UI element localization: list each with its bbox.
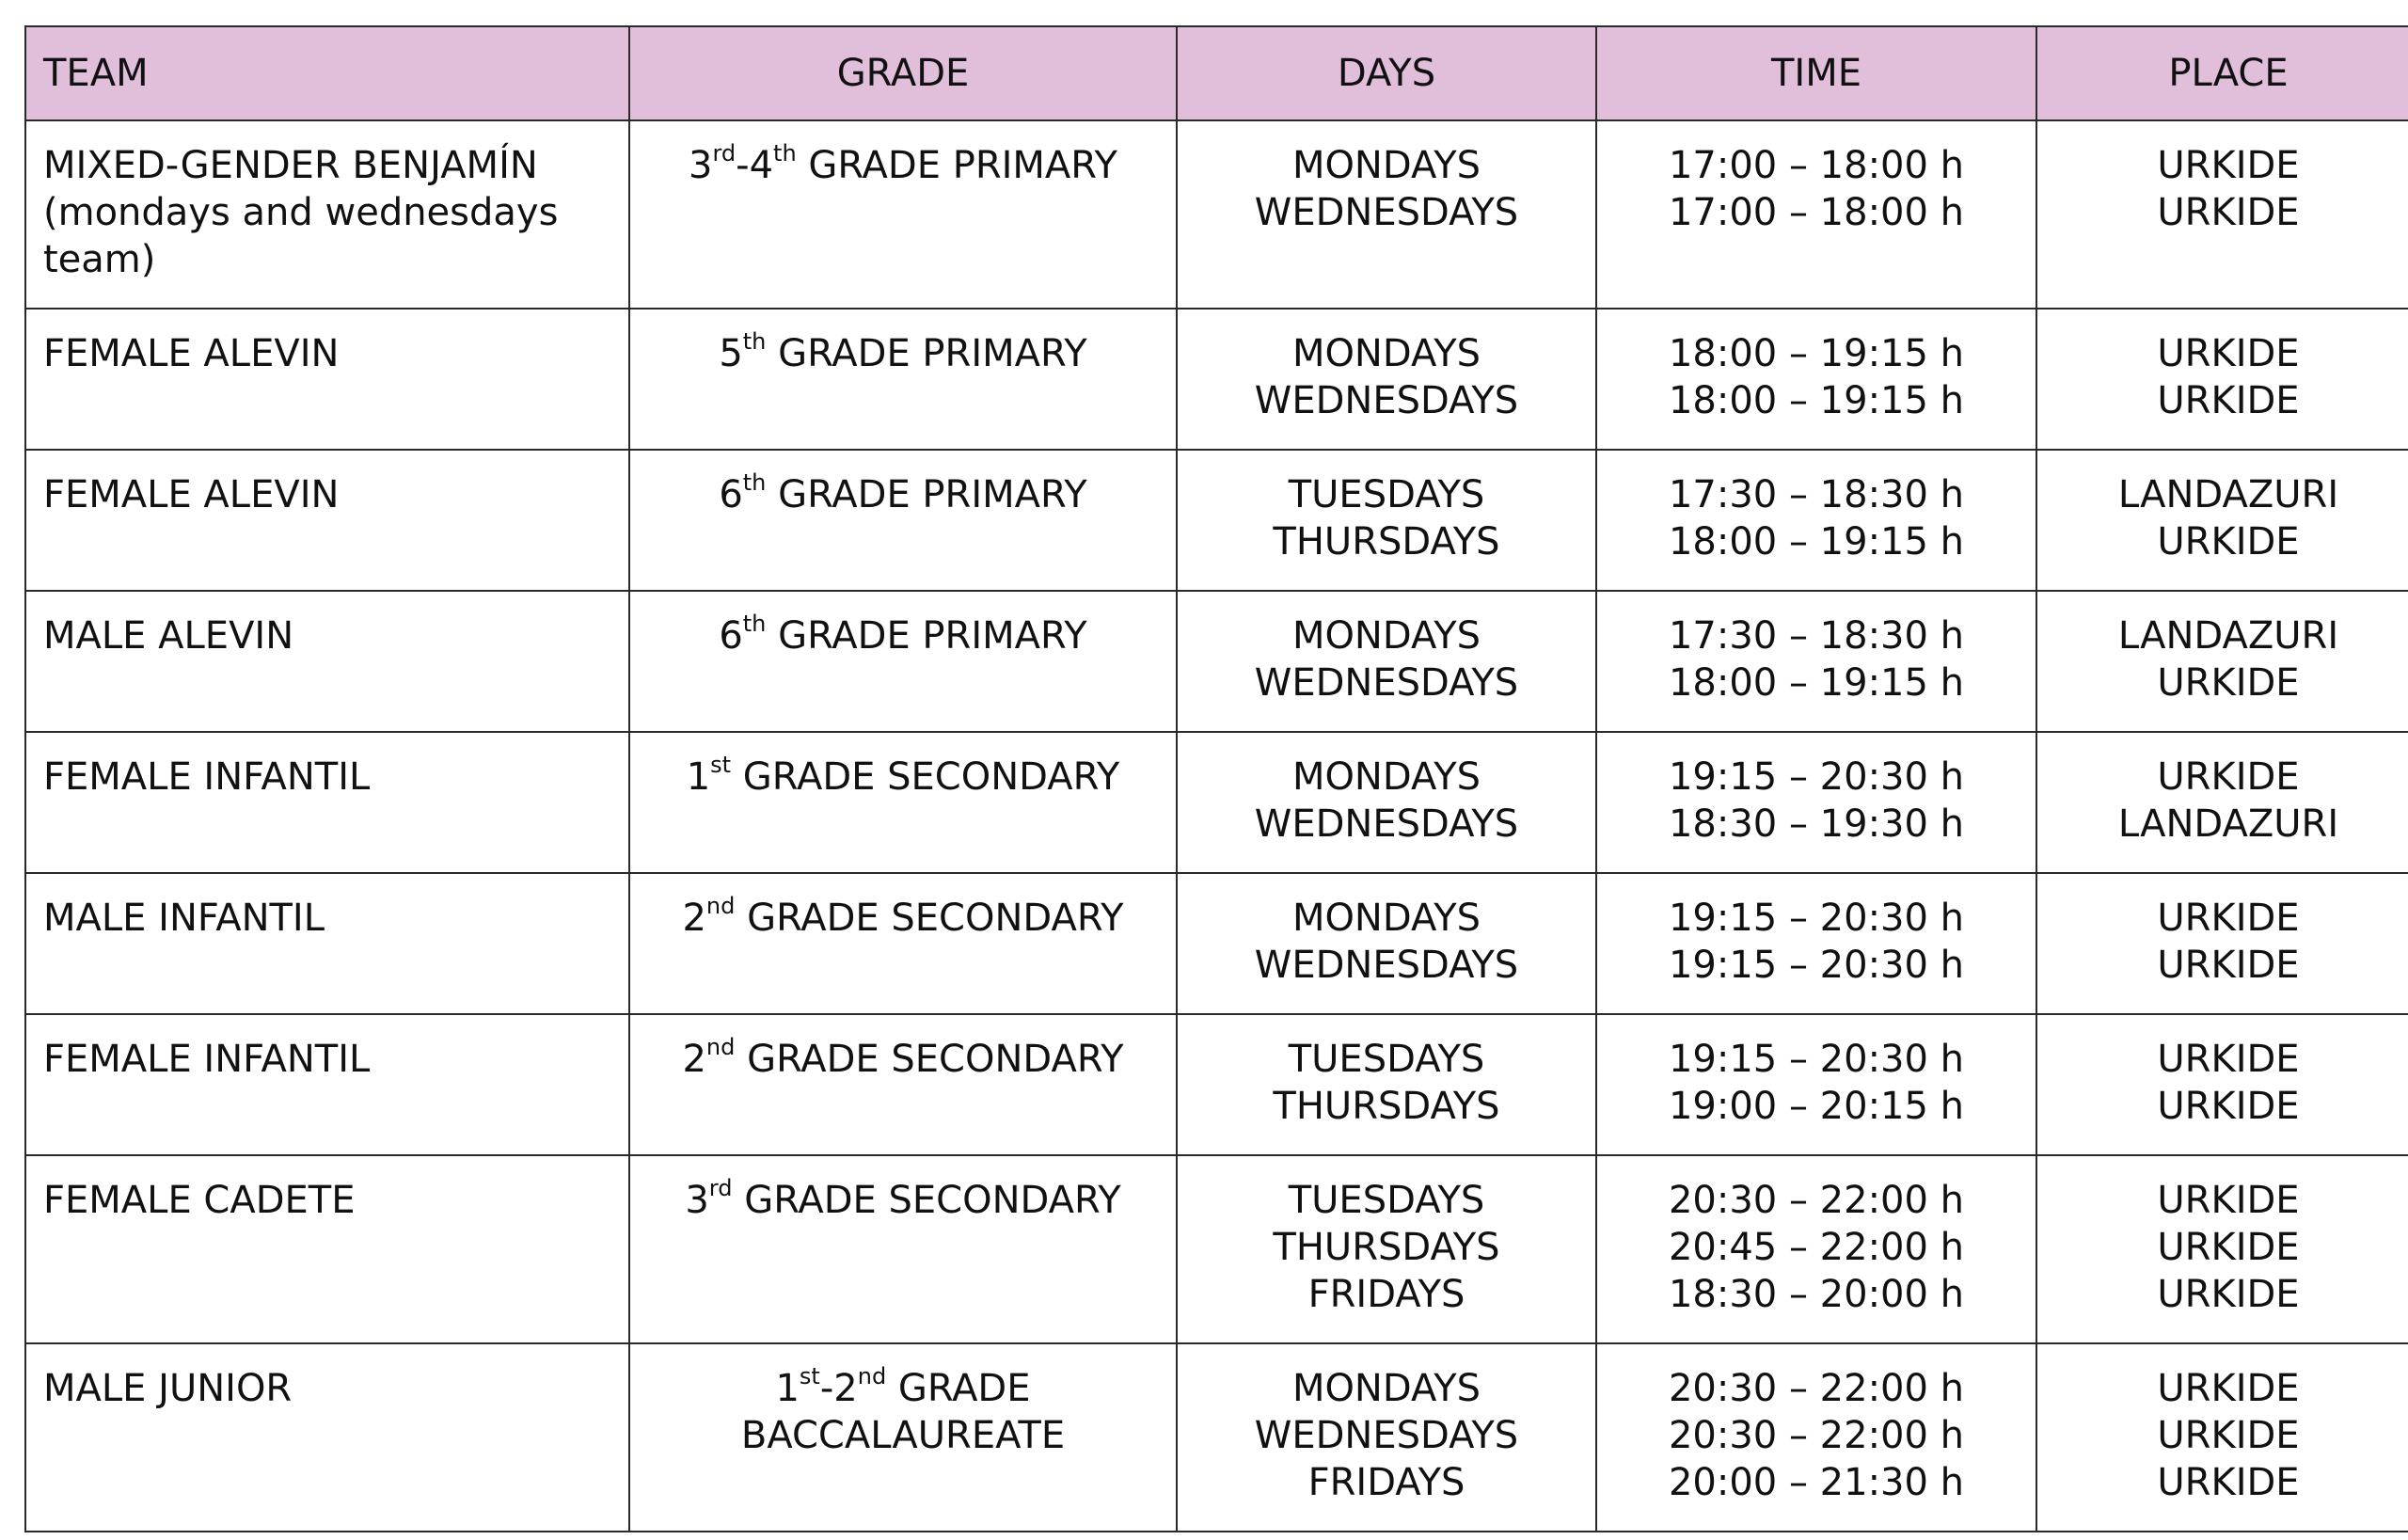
grade-cell — [629, 1343, 1177, 1532]
time-slot: 19:15 – 20:30 h — [1668, 1038, 1965, 1081]
grade-text: 1st GRADE SECONDARY — [686, 751, 1120, 799]
grade-cell — [629, 732, 1177, 873]
place: URKIDE — [2157, 1367, 2300, 1410]
day: WEDNESDAYS — [1254, 944, 1519, 987]
grade-cell — [629, 309, 1177, 450]
team-name: FEMALE INFANTIL — [43, 755, 371, 799]
grade-text-line2: BACCALAUREATE — [740, 1414, 1066, 1457]
table-row — [25, 1155, 2408, 1343]
place: URKIDE — [2157, 1414, 2300, 1457]
team-note: (mondays and wednesdays — [43, 191, 559, 234]
team-cell — [25, 1155, 629, 1343]
time-cell — [1596, 873, 2036, 1014]
days-cell — [1177, 1014, 1596, 1155]
grade-cell — [629, 1014, 1177, 1155]
table-row — [25, 1343, 2408, 1532]
place-cell — [2036, 450, 2408, 591]
header-place: PLACE — [2036, 26, 2408, 120]
time-cell — [1596, 1343, 2036, 1532]
time-cell — [1596, 1014, 2036, 1155]
team-cell — [25, 591, 629, 732]
day: TUESDAYS — [1288, 473, 1485, 516]
place: URKIDE — [2157, 897, 2300, 940]
time-slot: 17:30 – 18:30 h — [1668, 614, 1965, 658]
day: FRIDAYS — [1307, 1461, 1465, 1504]
table-row — [25, 450, 2408, 591]
grade-cell — [629, 120, 1177, 309]
place: URKIDE — [2157, 944, 2300, 987]
place-cell — [2036, 1343, 2408, 1532]
team-name: FEMALE ALEVIN — [43, 332, 340, 375]
day: THURSDAYS — [1273, 1226, 1500, 1269]
time-cell — [1596, 120, 2036, 309]
header-days: DAYS — [1177, 26, 1596, 120]
place: URKIDE — [2157, 661, 2300, 705]
place-cell — [2036, 1155, 2408, 1343]
day: WEDNESDAYS — [1254, 661, 1519, 705]
day: WEDNESDAYS — [1254, 191, 1519, 234]
grade-text: 3rd GRADE SECONDARY — [685, 1174, 1121, 1222]
place: URKIDE — [2157, 1038, 2300, 1081]
place: URKIDE — [2157, 1085, 2300, 1128]
time-slot: 18:00 – 19:15 h — [1668, 379, 1965, 422]
team-cell — [25, 120, 629, 309]
time-slot: 17:30 – 18:30 h — [1668, 473, 1965, 516]
time-slot: 20:30 – 22:00 h — [1668, 1414, 1965, 1457]
days-cell — [1177, 1155, 1596, 1343]
grade-text: 3rd-4th GRADE PRIMARY — [689, 139, 1117, 187]
grade-cell — [629, 873, 1177, 1014]
time-slot: 17:00 – 18:00 h — [1668, 144, 1965, 187]
grade-text: 5th GRADE PRIMARY — [719, 327, 1087, 375]
grade-cell — [629, 1155, 1177, 1343]
day: WEDNESDAYS — [1254, 379, 1519, 422]
team-name: FEMALE ALEVIN — [43, 473, 340, 516]
time-cell — [1596, 1155, 2036, 1343]
team-name: FEMALE CADETE — [43, 1179, 356, 1222]
day: THURSDAYS — [1273, 520, 1500, 564]
place: URKIDE — [2157, 1226, 2300, 1269]
place: URKIDE — [2157, 755, 2300, 799]
table-row — [25, 120, 2408, 309]
day: MONDAYS — [1291, 755, 1481, 799]
header-row — [25, 26, 2408, 120]
schedule-table — [24, 25, 2408, 1532]
time-slot: 20:00 – 21:30 h — [1668, 1461, 1965, 1504]
table-row — [25, 1014, 2408, 1155]
days-cell — [1177, 120, 1596, 309]
place: URKIDE — [2157, 1179, 2300, 1222]
place-cell — [2036, 591, 2408, 732]
place: LANDAZURI — [2117, 802, 2339, 846]
place: URKIDE — [2157, 191, 2300, 234]
team-note: team) — [43, 238, 156, 281]
days-cell — [1177, 591, 1596, 732]
day: FRIDAYS — [1307, 1273, 1465, 1316]
time-cell — [1596, 732, 2036, 873]
time-slot: 19:00 – 20:15 h — [1668, 1085, 1965, 1128]
place: URKIDE — [2157, 144, 2300, 187]
time-cell — [1596, 309, 2036, 450]
days-cell — [1177, 309, 1596, 450]
grade-text: 6th GRADE PRIMARY — [719, 468, 1087, 516]
time-slot: 17:00 – 18:00 h — [1668, 191, 1965, 234]
place: LANDAZURI — [2117, 473, 2339, 516]
time-slot: 18:30 – 20:00 h — [1668, 1273, 1965, 1316]
place: URKIDE — [2157, 332, 2300, 375]
header-grade: GRADE — [629, 26, 1177, 120]
table-row — [25, 309, 2408, 450]
time-cell — [1596, 450, 2036, 591]
team-name: MIXED-GENDER BENJAMÍN — [43, 144, 538, 187]
day: MONDAYS — [1291, 1367, 1481, 1410]
time-slot: 18:00 – 19:15 h — [1668, 520, 1965, 564]
team-name: MALE JUNIOR — [43, 1367, 293, 1410]
time-slot: 20:45 – 22:00 h — [1668, 1226, 1965, 1269]
grade-text: 2nd GRADE SECONDARY — [682, 1033, 1124, 1081]
day: TUESDAYS — [1288, 1179, 1485, 1222]
place: URKIDE — [2157, 1461, 2300, 1504]
time-slot: 18:00 – 19:15 h — [1668, 661, 1965, 705]
day: WEDNESDAYS — [1254, 802, 1519, 846]
time-slot: 19:15 – 20:30 h — [1668, 944, 1965, 987]
grade-text: 2nd GRADE SECONDARY — [682, 892, 1124, 940]
day: MONDAYS — [1291, 897, 1481, 940]
team-cell — [25, 873, 629, 1014]
day: MONDAYS — [1291, 332, 1481, 375]
grade-text: 6th GRADE PRIMARY — [719, 610, 1087, 658]
time-slot: 18:00 – 19:15 h — [1668, 332, 1965, 375]
team-name: FEMALE INFANTIL — [43, 1038, 371, 1081]
team-cell — [25, 309, 629, 450]
grade-cell — [629, 591, 1177, 732]
grade-cell — [629, 450, 1177, 591]
time-cell — [1596, 591, 2036, 732]
header-team: TEAM — [25, 26, 629, 120]
days-cell — [1177, 450, 1596, 591]
place-cell — [2036, 309, 2408, 450]
team-cell — [25, 450, 629, 591]
place-cell — [2036, 732, 2408, 873]
header-time: TIME — [1596, 26, 2036, 120]
team-name: MALE ALEVIN — [43, 614, 294, 658]
team-cell — [25, 1343, 629, 1532]
team-name: MALE INFANTIL — [43, 897, 325, 940]
day: MONDAYS — [1291, 144, 1481, 187]
days-cell — [1177, 1343, 1596, 1532]
days-cell — [1177, 873, 1596, 1014]
time-slot: 18:30 – 19:30 h — [1668, 802, 1965, 846]
day: TUESDAYS — [1288, 1038, 1485, 1081]
day: THURSDAYS — [1273, 1085, 1500, 1128]
team-cell — [25, 1014, 629, 1155]
team-cell — [25, 732, 629, 873]
days-cell — [1177, 732, 1596, 873]
table-row — [25, 873, 2408, 1014]
time-slot: 19:15 – 20:30 h — [1668, 897, 1965, 940]
place-cell — [2036, 873, 2408, 1014]
table-row — [25, 591, 2408, 732]
place-cell — [2036, 1014, 2408, 1155]
grade-text: 1st-2nd GRADE — [775, 1362, 1031, 1410]
time-slot: 20:30 – 22:00 h — [1668, 1179, 1965, 1222]
place-cell — [2036, 120, 2408, 309]
place: LANDAZURI — [2117, 614, 2339, 658]
place: URKIDE — [2157, 520, 2300, 564]
day: WEDNESDAYS — [1254, 1414, 1519, 1457]
time-slot: 20:30 – 22:00 h — [1668, 1367, 1965, 1410]
place: URKIDE — [2157, 1273, 2300, 1316]
table-row — [25, 732, 2408, 873]
day: MONDAYS — [1291, 614, 1481, 658]
time-slot: 19:15 – 20:30 h — [1668, 755, 1965, 799]
place: URKIDE — [2157, 379, 2300, 422]
